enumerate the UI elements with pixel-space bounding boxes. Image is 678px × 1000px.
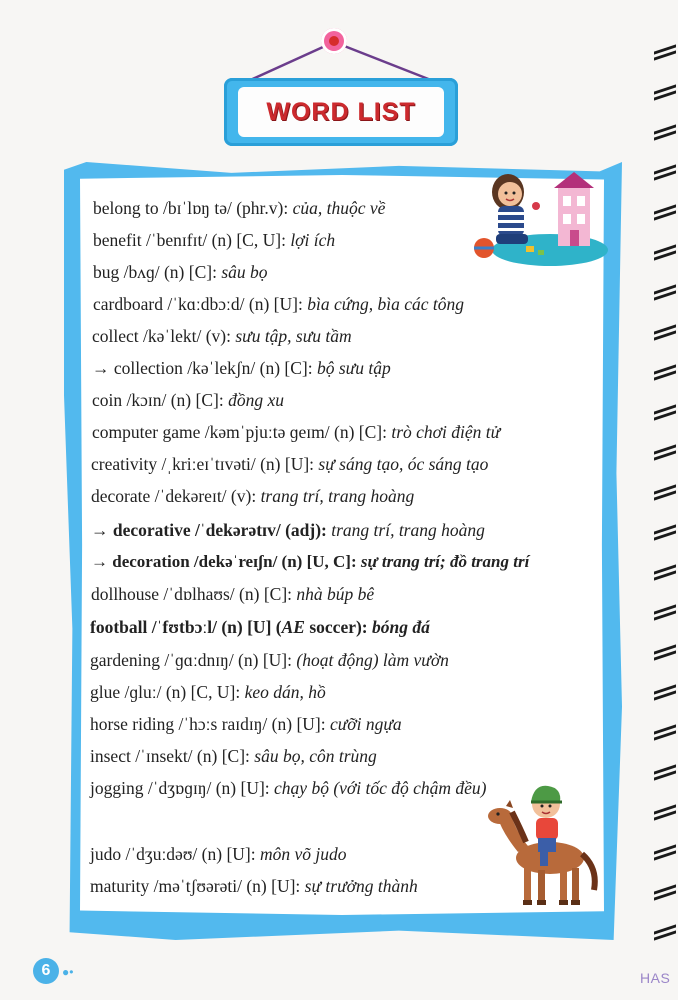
list-item: judo /ˈdʒuːdəʊ/ (n) [U]: môn võ judo [90, 844, 347, 864]
list-item: → decoration /dekəˈreɪʃn/ (n) [U, C]: sự trang trí; đồ trang trí [91, 552, 530, 571]
list-item: coin /kɔɪn/ (n) [C]: đồng xu [92, 390, 284, 410]
list-item: creativity /ˌkriːeɪˈtɪvəti/ (n) [U]: sự sáng tạo, óc sáng tạo [91, 454, 489, 474]
list-item: jogging /ˈdʒɒɡɪŋ/ (n) [U]: chạy bộ (với tốc độ chậm đều) [90, 778, 487, 798]
list-item: bug /bʌɡ/ (n) [C]: sâu bọ [93, 262, 268, 282]
list-item: decorate /ˈdekəreɪt/ (v): trang trí, trang hoàng [91, 486, 415, 506]
list-item: computer game /kəmˈpjuːtə ɡeɪm/ (n) [C]: trò chơi điện tử [92, 422, 501, 442]
list-item: → decorative /ˈdekərətɪv/ (adj): trang trí, trang hoàng [91, 520, 485, 540]
page-title: WORD LIST [266, 97, 416, 126]
list-item: maturity /məˈtʃʊərəti/ (n) [U]: sự trưởng thành [90, 876, 418, 896]
list-item: dollhouse /ˈdɒlhaʊs/ (n) [C]: nhà búp bê [91, 584, 375, 604]
dots-decoration: ●• [62, 965, 74, 979]
list-item: glue /ɡluː/ (n) [C, U]: keo dán, hồ [90, 682, 326, 702]
list-item: → collection /kəˈlekʃn/ (n) [C]: bộ sưu tập [92, 358, 391, 378]
page-number: 6 [33, 958, 59, 984]
list-item: insect /ˈɪnsekt/ (n) [C]: sâu bọ, côn trùng [90, 746, 377, 766]
list-item: cardboard /ˈkɑːdbɔːd/ (n) [U]: bìa cứng, bìa các tông [93, 294, 465, 314]
list-item: horse riding /ˈhɔːs raɪdɪŋ/ (n) [U]: cưỡi ngựa [90, 714, 402, 734]
list-item: belong to /bɪˈlɒŋ tə/ (phr.v): của, thuộc về [93, 198, 386, 218]
list-item: collect /kəˈlekt/ (v): sưu tập, sưu tầm [92, 326, 352, 346]
list-item: football /ˈfʊtbɔːl/ (n) [U] (AE soccer): bóng đá [90, 617, 430, 637]
list-item: gardening /ˈɡɑːdnɪŋ/ (n) [U]: (hoạt động) làm vườn [90, 650, 449, 670]
list-item: benefit /ˈbenɪfɪt/ (n) [C, U]: lợi ích [93, 230, 336, 250]
publisher-mark: HAS [640, 970, 671, 986]
